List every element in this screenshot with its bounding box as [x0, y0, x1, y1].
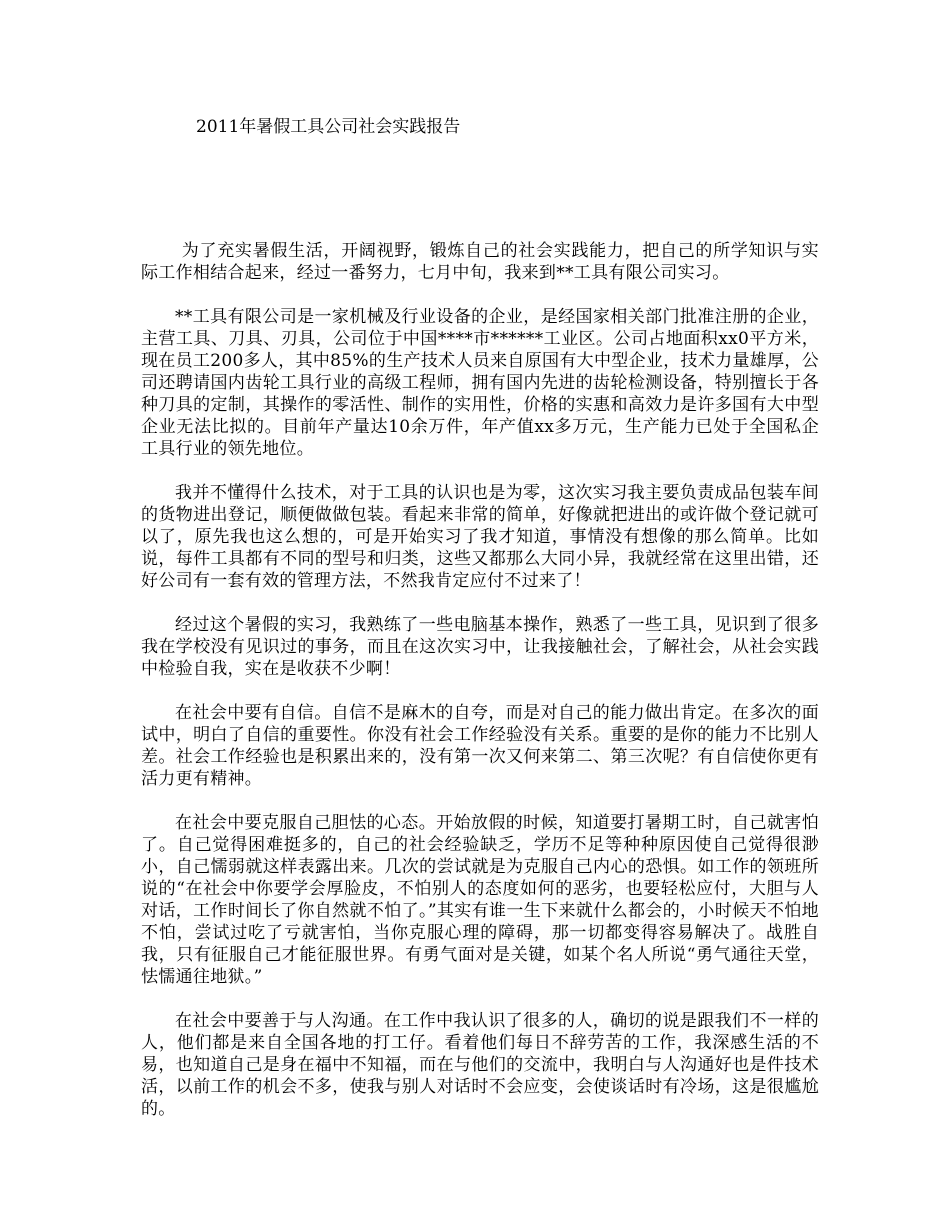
- paragraph-intro: 为了充实暑假生活，开阔视野，锻炼自己的社会实践能力，把自己的所学知识与实际工作相结合起来，经过一番努力，七月中旬，我来到**工具有限公司实习。: [141, 241, 819, 283]
- paragraph-communication: 在社会中要善于与人沟通。在工作中我认识了很多的人，确切的说是跟我们不一样的人，他们都是来自全国各地的打工仔。看着他们每日不辞劳苦的工作，我深感生活的不易，也知道自己是身在福中不知福，而在与他们的交流中，我明白与人沟通好也是件技术活，以前工作的机会不多，使我与别人对话时不会应变，会使谈话时有冷场，这是很尴尬的。: [141, 1011, 819, 1119]
- paragraph-courage: 在社会中要克服自己胆怯的心态。开始放假的时候，知道要打暑期工时，自己就害怕了。自己觉得困难挺多的，自己的社会经验缺乏，学历不足等种种原因使自己觉得很渺小，自己懦弱就这样表露出来。几次的尝试就是为克服自己内心的恐惧。如工作的领班所说的“在社会中你要学会厚脸皮，不怕别人的态度如何的恶劣，也要轻松应付，大胆与人对话，工作时间长了你自然就不怕了。”其实有谁一生下来就什么都会的，小时候天不怕地不怕，尝试过吃了亏就害怕，当你克服心理的障碍，那一切都变得容易解决了。战胜自我，只有征服自己才能征服世界。有勇气面对是关键，如某个名人所说“勇气通往天堂，怯懦通往地狱。”: [141, 813, 819, 987]
- document-body: [141, 240, 819, 1142]
- paragraph-confidence: 在社会中要有自信。自信不是麻木的自夸，而是对自己的能力做出肯定。在多次的面试中，明白了自信的重要性。你没有社会工作经验没有关系。重要的是你的能力不比别人差。社会工作经验也是积累出来的，没有第一次又何来第二、第三次呢？有自信使你更有活力更有精神。: [141, 703, 819, 789]
- paragraph-work: 我并不懂得什么技术，对于工具的认识也是为零，这次实习我主要负责成品包装车间的货物进出登记，顺便做做包装。看起来非常的简单，好像就把进出的或许做个登记就可以了，原先我也这么想的，可是开始实习了我才知道，事情没有想像的那么简单。比如说，每件工具都有不同的型号和归类，这些又都那么大同小异，我就经常在这里出错，还好公司有一套有效的管理方法，不然我肯定应付不过来了！: [141, 483, 819, 591]
- paragraph-gains: 经过这个暑假的实习，我熟练了一些电脑基本操作，熟悉了一些工具，见识到了很多我在学校没有见识过的事务，而且在这次实习中，让我接触社会，了解社会，从社会实践中检验自我，实在是收获不少啊！: [141, 615, 819, 679]
- document-title: 2011年暑假工具公司社会实践报告: [196, 117, 461, 137]
- paragraph-company: **工具有限公司是一家机械及行业设备的企业，是经国家相关部门批准注册的企业，主营工具、刀具、刃具，公司位于中国****市******工业区。公司占地面积xx0平方米，现在员工200多人，其中85%的生产技术人员来自原国有大中型企业，技术力量雄厚，公司还聘请国内齿轮工具行业的高级工程师，拥有国内先进的齿轮检测设备，特别擅长于各种刀具的定制，其操作的零活性、制作的实用性，价格的实惠和高效力是许多国有大中型企业无法比拟的。目前年产量达10余万件，年产值xx多万元，生产能力已处于全国私企工具行业的领先地位。: [141, 307, 819, 459]
